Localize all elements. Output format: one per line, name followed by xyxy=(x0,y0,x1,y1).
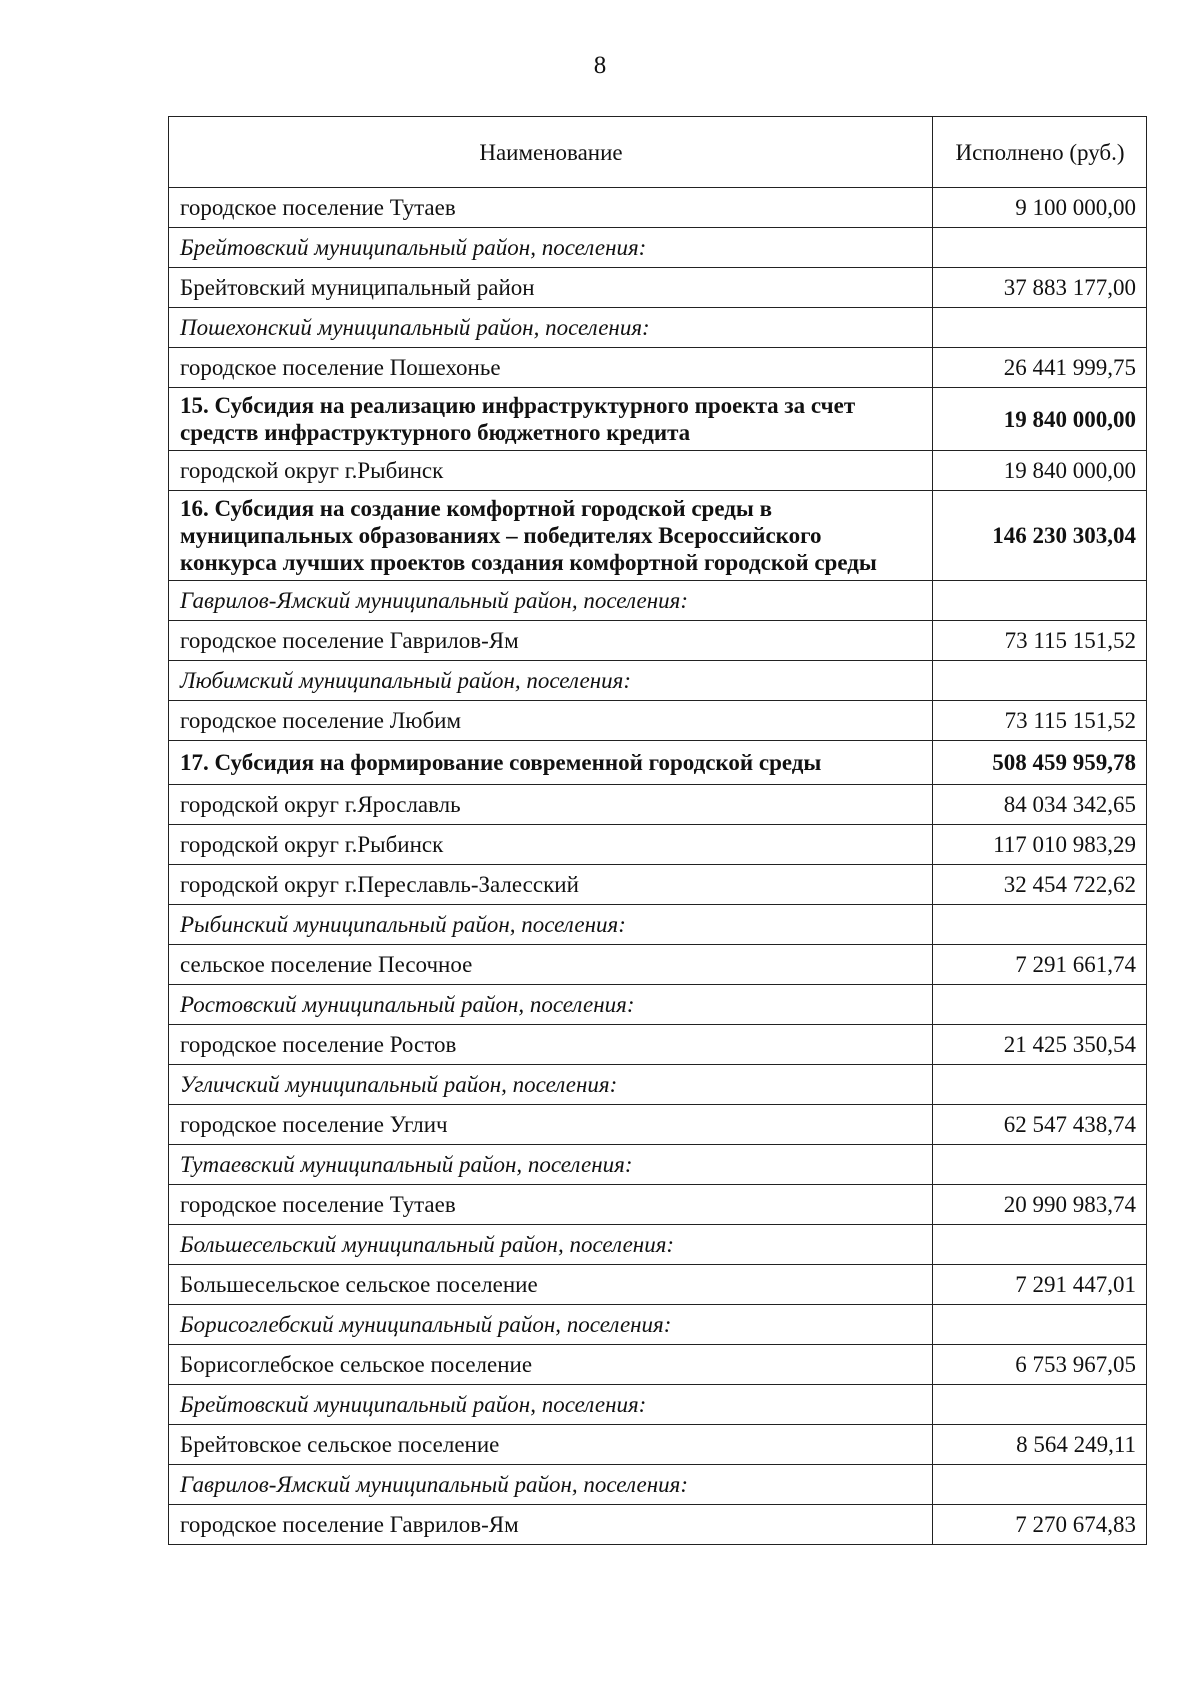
row-amount: 21 425 350,54 xyxy=(933,1025,1147,1065)
table-row xyxy=(169,945,1147,985)
row-name: городское поселение Углич xyxy=(169,1105,933,1145)
table-row xyxy=(169,1505,1147,1545)
table-row xyxy=(169,785,1147,825)
row-name: городское поселение Гаврилов-Ям xyxy=(169,1505,933,1545)
row-name: Гаврилов-Ямский муниципальный район, поселения: xyxy=(169,1465,933,1505)
district-row xyxy=(169,1305,1147,1345)
row-name: Брейтовский муниципальный район, поселения: xyxy=(169,228,933,268)
row-amount: 73 115 151,52 xyxy=(933,621,1147,661)
district-row xyxy=(169,1225,1147,1265)
row-name: Брейтовский муниципальный район, поселения: xyxy=(169,1385,933,1425)
row-name: городское поселение Пошехонье xyxy=(169,348,933,388)
section-row xyxy=(169,388,1147,451)
row-name: городской округ г.Переславль-Залесский xyxy=(169,865,933,905)
row-name: городское поселение Тутаев xyxy=(169,188,933,228)
district-row xyxy=(169,308,1147,348)
row-amount xyxy=(933,1305,1147,1345)
page-number: 8 xyxy=(593,52,607,79)
row-amount: 7 291 661,74 xyxy=(933,945,1147,985)
row-name: Брейтовское сельское поселение xyxy=(169,1425,933,1465)
row-amount: 32 454 722,62 xyxy=(933,865,1147,905)
table-row xyxy=(169,865,1147,905)
row-amount xyxy=(933,228,1147,268)
row-amount: 9 100 000,00 xyxy=(933,188,1147,228)
table-row xyxy=(169,701,1147,741)
row-amount: 19 840 000,00 xyxy=(933,388,1147,451)
row-amount xyxy=(933,1065,1147,1105)
row-amount: 508 459 959,78 xyxy=(933,741,1147,785)
table-body xyxy=(169,188,1147,1545)
row-amount: 146 230 303,04 xyxy=(933,491,1147,581)
table-row xyxy=(169,1105,1147,1145)
district-row xyxy=(169,661,1147,701)
district-row xyxy=(169,1145,1147,1185)
row-amount: 26 441 999,75 xyxy=(933,348,1147,388)
table-row xyxy=(169,348,1147,388)
row-name: городское поселение Любим xyxy=(169,701,933,741)
table-row xyxy=(169,1185,1147,1225)
row-amount: 8 564 249,11 xyxy=(933,1425,1147,1465)
row-name: Рыбинский муниципальный район, поселения: xyxy=(169,905,933,945)
row-name: городское поселение Тутаев xyxy=(169,1185,933,1225)
row-amount: 20 990 983,74 xyxy=(933,1185,1147,1225)
district-row xyxy=(169,985,1147,1025)
table-row xyxy=(169,188,1147,228)
row-name: Пошехонский муниципальный район, поселения: xyxy=(169,308,933,348)
column-header-name: Наименование xyxy=(169,117,933,188)
row-amount xyxy=(933,1465,1147,1505)
table-header-row xyxy=(169,117,1147,188)
district-row xyxy=(169,228,1147,268)
row-amount: 117 010 983,29 xyxy=(933,825,1147,865)
row-amount xyxy=(933,1385,1147,1425)
row-name: 17. Субсидия на формирование современной городской среды xyxy=(169,741,933,785)
table-row xyxy=(169,1025,1147,1065)
district-row xyxy=(169,581,1147,621)
row-name: городское поселение Ростов xyxy=(169,1025,933,1065)
row-name: Любимский муниципальный район, поселения: xyxy=(169,661,933,701)
district-row xyxy=(169,1385,1147,1425)
row-amount: 73 115 151,52 xyxy=(933,701,1147,741)
row-amount xyxy=(933,581,1147,621)
row-name: городской округ г.Ярославль xyxy=(169,785,933,825)
table-row xyxy=(169,1425,1147,1465)
row-amount xyxy=(933,985,1147,1025)
row-name: Брейтовский муниципальный район xyxy=(169,268,933,308)
table-row xyxy=(169,268,1147,308)
row-amount: 7 270 674,83 xyxy=(933,1505,1147,1545)
column-header-amount: Исполнено (руб.) xyxy=(933,117,1147,188)
table-row xyxy=(169,1265,1147,1305)
district-row xyxy=(169,1065,1147,1105)
row-name: городское поселение Гаврилов-Ям xyxy=(169,621,933,661)
table-row xyxy=(169,1345,1147,1385)
row-amount xyxy=(933,308,1147,348)
district-row xyxy=(169,1465,1147,1505)
row-name: сельское поселение Песочное xyxy=(169,945,933,985)
row-amount xyxy=(933,905,1147,945)
row-name: Борисоглебское сельское поселение xyxy=(169,1345,933,1385)
row-amount: 62 547 438,74 xyxy=(933,1105,1147,1145)
row-name: Большесельский муниципальный район, поселения: xyxy=(169,1225,933,1265)
row-name: Угличский муниципальный район, поселения: xyxy=(169,1065,933,1105)
row-name: Тутаевский муниципальный район, поселения: xyxy=(169,1145,933,1185)
table-row xyxy=(169,825,1147,865)
row-amount: 19 840 000,00 xyxy=(933,451,1147,491)
row-amount: 6 753 967,05 xyxy=(933,1345,1147,1385)
row-name: городской округ г.Рыбинск xyxy=(169,825,933,865)
row-amount xyxy=(933,1225,1147,1265)
row-name: Большесельское сельское поселение xyxy=(169,1265,933,1305)
district-row xyxy=(169,905,1147,945)
table-row xyxy=(169,621,1147,661)
row-name: городской округ г.Рыбинск xyxy=(169,451,933,491)
section-row xyxy=(169,491,1147,581)
row-name: 15. Субсидия на реализацию инфраструктурного проекта за счет средств инфраструктурного бюджетного кредита xyxy=(169,388,933,451)
budget-table xyxy=(168,116,1147,1545)
row-amount: 37 883 177,00 xyxy=(933,268,1147,308)
row-amount: 84 034 342,65 xyxy=(933,785,1147,825)
row-amount: 7 291 447,01 xyxy=(933,1265,1147,1305)
table-row xyxy=(169,451,1147,491)
row-name: Ростовский муниципальный район, поселения: xyxy=(169,985,933,1025)
row-amount xyxy=(933,661,1147,701)
section-row xyxy=(169,741,1147,785)
row-name: Гаврилов-Ямский муниципальный район, поселения: xyxy=(169,581,933,621)
row-name: 16. Субсидия на создание комфортной городской среды в муниципальных образованиях – победителях Всероссийского конкурса лучших проектов создания комфортной городской среды xyxy=(169,491,933,581)
row-name: Борисоглебский муниципальный район, поселения: xyxy=(169,1305,933,1345)
row-amount xyxy=(933,1145,1147,1185)
